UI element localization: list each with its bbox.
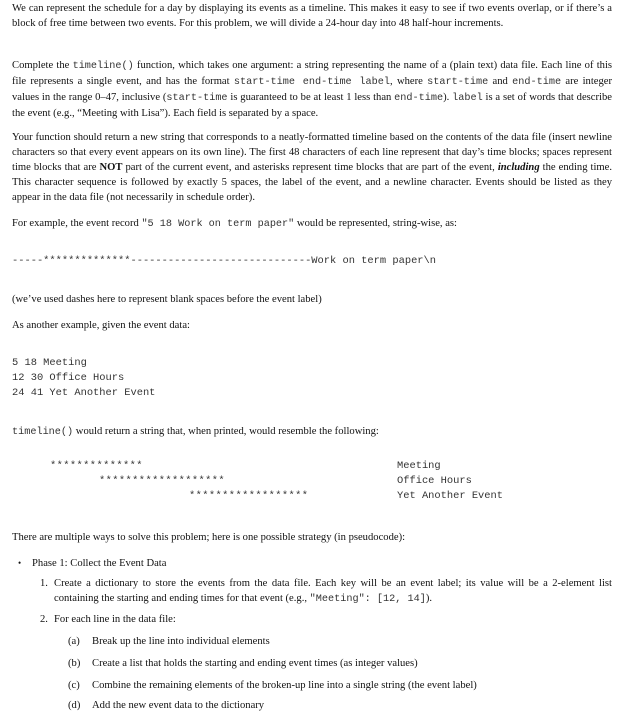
substep-text: Create a list that holds the starting and ending event times (as integer values) [92, 658, 418, 669]
text: function, which takes one argument: a string representing the name of a (plain text) data file. Each line of this file represents a single event, and has the format [12, 60, 613, 87]
text: , where [390, 76, 428, 87]
example1-output-line: -----**************-----------------------------Work on term paper\n [12, 255, 437, 267]
data-line: 5 18 Meeting [12, 357, 87, 369]
step2-item [40, 612, 612, 627]
timeline-row [12, 490, 612, 505]
emphasis-not: NOT [99, 162, 123, 173]
code-start-time: start-time [166, 93, 228, 104]
text: Your function should return a new string that corresponds to a neatly-formatted timeline based on the contents of the data file (insert newline characters so that every event appears on its own line). The first 48 characters of each line represent that day’s time blocks; spaces represent time blocks that are [12, 132, 612, 173]
step-number: 1. [40, 578, 48, 589]
step-number: 2. [40, 614, 48, 625]
substep-letter: (b) [68, 658, 81, 669]
text: part of the current event, and asterisks represent time blocks that are part of the event, [122, 162, 498, 173]
return-paragraph [12, 130, 612, 205]
emphasis-including: including [497, 162, 540, 173]
text: Complete the [12, 60, 73, 71]
code-dict-example: "Meeting": [12, 14] [309, 594, 426, 605]
code-event-record: "5 18 Work on term paper" [141, 219, 295, 230]
substep-text: Combine the remaining elements of the broken-up line into a single string (the event label) [92, 680, 477, 691]
substep-letter: (a) [68, 636, 80, 647]
text: is a set of words that describe the event (e.g., “Meeting with Lisa”). Each field is separated by a space. [12, 92, 612, 119]
code-timeline: timeline() [12, 427, 74, 438]
timeline-row [12, 475, 612, 490]
code-start-time: start-time [427, 77, 489, 88]
data-line: 24 41 Yet Another Event [12, 387, 156, 399]
phase1-item [18, 556, 167, 571]
timeline-row [12, 460, 612, 475]
text: and [488, 76, 513, 87]
text: the ending time. This character sequence is followed by exactly 5 spaces, the label of the event, and a newline character. Events should be listed as they appear in the data file (not necessarily in schedule order). [12, 162, 613, 203]
text: is guaranteed to be at least 1 less than [227, 92, 395, 103]
code-end-time: end-time [394, 93, 444, 104]
code-format: start-time end-time label [233, 77, 390, 88]
bullet-icon: • [18, 558, 22, 568]
substep-text: Break up the line into individual elements [92, 636, 270, 647]
text: are integer values in the range 0–47, inclusive ( [12, 76, 613, 103]
step1-item [40, 576, 612, 607]
text: For each line in the data file: [54, 614, 176, 625]
text: For example, the event record [12, 218, 142, 229]
text: would be represented, string-wise, as: [294, 218, 457, 229]
code-end-time: end-time [512, 77, 562, 88]
timeline-stars: ****************** [189, 490, 309, 502]
strategy-paragraph: There are multiple ways to solve this problem; here is one possible strategy (in pseudocode): [12, 532, 406, 543]
note-paragraph: (we’ve used dashes here to represent blank spaces before the event label) [12, 294, 322, 305]
data-line: 12 30 Office Hours [12, 372, 125, 384]
substep-text: Add the new event data to the dictionary [92, 700, 265, 711]
example2-data-block [12, 356, 155, 401]
timeline-stars: ************** [50, 460, 143, 472]
text: Create a dictionary to store the events from the data file. Each key will be an event label; its value will be a 2-element list containing the starting and ending times for that event (e.g., [54, 578, 612, 604]
intro-paragraph: We can represent the schedule for a day by displaying its events as a timeline. This makes it easy to see if two events overlap, or if there’s a block of free time between two events. For this problem, we will divide a 24-hour day into 48 half-hour increments. [12, 3, 612, 29]
code-label: label [452, 93, 483, 104]
timeline-stars: ******************* [99, 475, 226, 487]
example1-paragraph [12, 216, 457, 232]
text: ). [443, 92, 453, 103]
phase1-title: Phase 1: Collect the Event Data [32, 558, 167, 569]
timeline-label: Yet Another Event [397, 490, 504, 502]
text: would return a string that, when printed, would resemble the following: [73, 426, 379, 437]
code-timeline: timeline() [72, 61, 134, 72]
substep-letter: (c) [68, 680, 80, 691]
substep-letter: (d) [68, 700, 81, 711]
output-intro-paragraph [12, 424, 379, 440]
spec-paragraph [12, 58, 612, 121]
timeline-label: Office Hours [397, 475, 472, 487]
example2-intro: As another example, given the event data: [12, 320, 190, 331]
text: ). [425, 593, 433, 604]
timeline-output [12, 460, 612, 508]
timeline-label: Meeting [397, 460, 441, 472]
